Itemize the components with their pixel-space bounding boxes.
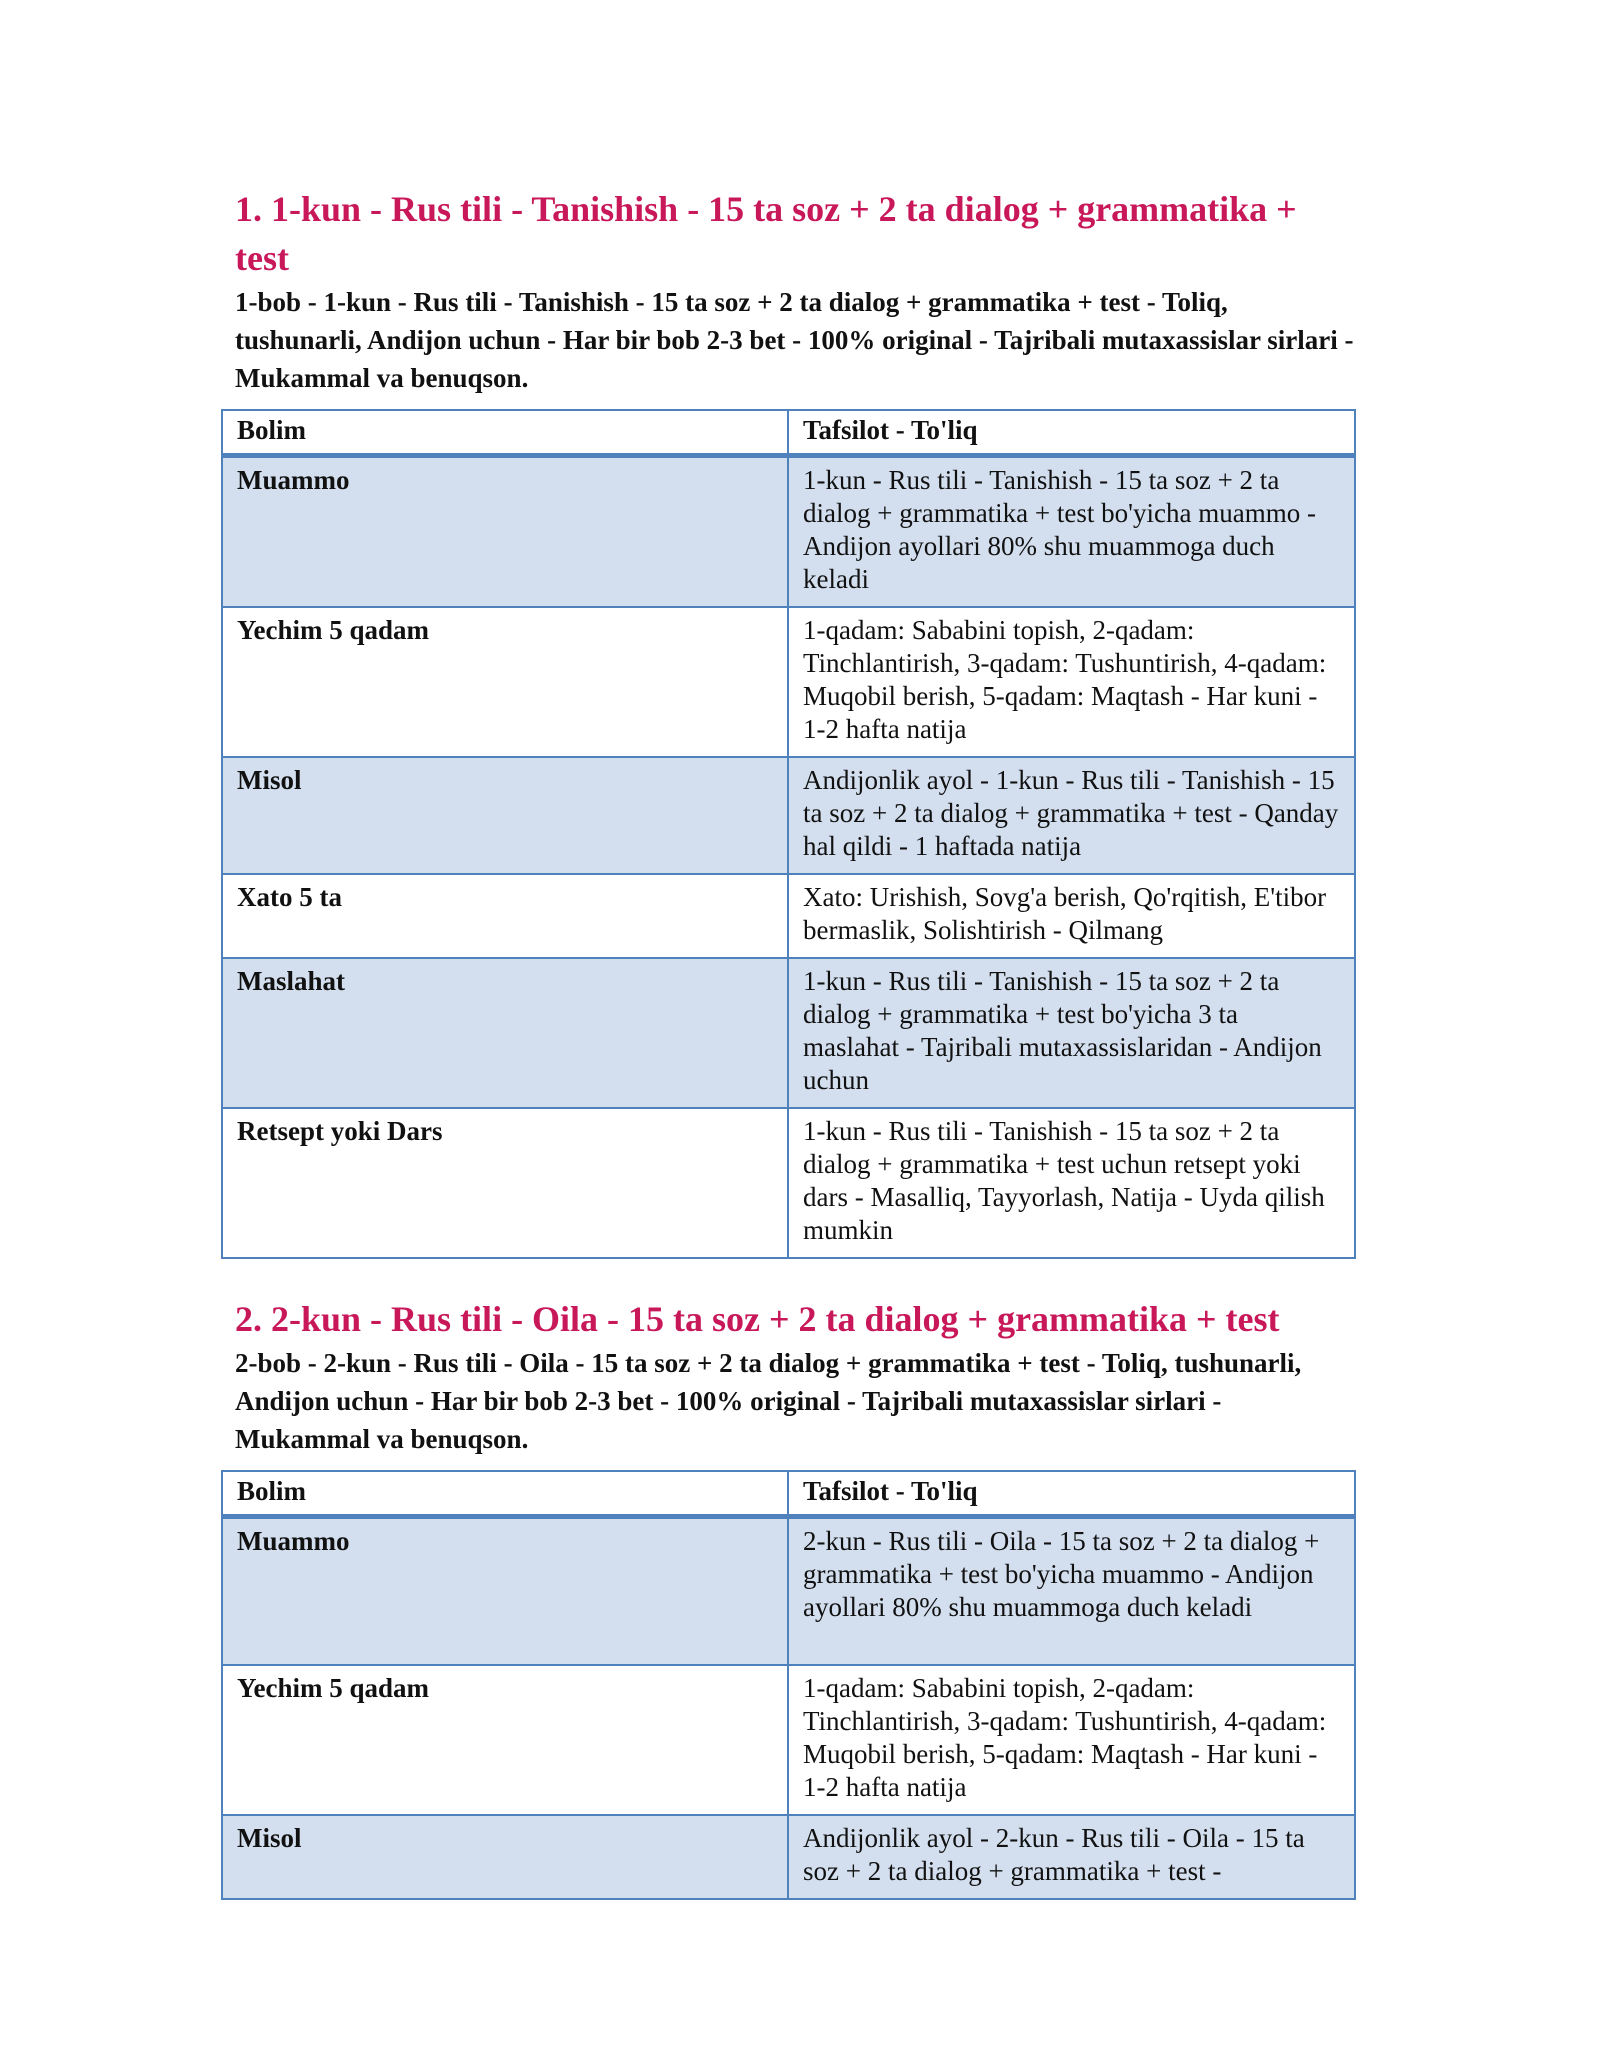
section-2 (221, 1295, 1354, 1900)
table-row (222, 757, 1355, 874)
row-value: 1-qadam: Sababini topish, 2-qadam: Tinchlantirish, 3-qadam: Tushuntirish, 4-qadam: Muqobil berish, 5-qadam: Maqtash - Har kuni - 1-2 hafta natija (788, 1665, 1355, 1815)
table-row (222, 1665, 1355, 1815)
row-key: Misol (222, 757, 788, 874)
row-value: Andijonlik ayol - 1-kun - Rus tili - Tanishish - 15 ta soz + 2 ta dialog + grammatika + test - Qanday hal qildi - 1 haftada natija (788, 757, 1355, 874)
table-row (222, 1108, 1355, 1258)
row-value: 1-kun - Rus tili - Tanishish - 15 ta soz + 2 ta dialog + grammatika + test uchun retsept yoki dars - Masalliq, Tayyorlash, Natija - Uyda qilish mumkin (788, 1108, 1355, 1258)
row-key: Yechim 5 qadam (222, 607, 788, 757)
table-row (222, 958, 1355, 1108)
row-value: Andijonlik ayol - 2-kun - Rus tili - Oila - 15 ta soz + 2 ta dialog + grammatika + test - (788, 1815, 1355, 1899)
row-value: 1-kun - Rus tili - Tanishish - 15 ta soz + 2 ta dialog + grammatika + test bo'yicha muammo - Andijon ayollari 80% shu muammoga duch keladi (788, 456, 1355, 608)
row-key: Muammo (222, 1517, 788, 1666)
section-title: 1. 1-kun - Rus tili - Tanishish - 15 ta soz + 2 ta dialog + grammatika + test (235, 189, 1297, 278)
table-row (222, 1815, 1355, 1899)
table-row (222, 607, 1355, 757)
row-key: Xato 5 ta (222, 874, 788, 958)
row-key: Maslahat (222, 958, 788, 1108)
column-header-bolim: Bolim (222, 410, 788, 456)
table-row (222, 456, 1355, 608)
section-1 (221, 185, 1354, 1259)
info-table (221, 1470, 1356, 1900)
column-header-tafsilot: Tafsilot - To'liq (788, 410, 1355, 456)
table-header-row (222, 410, 1355, 456)
row-key: Muammo (222, 456, 788, 608)
column-header-tafsilot: Tafsilot - To'liq (788, 1471, 1355, 1517)
section-description: 1-bob - 1-kun - Rus tili - Tanishish - 15 ta soz + 2 ta dialog + grammatika + test - Toliq, tushunarli, Andijon uchun - Har bir bob 2-3 bet - 100% original - Tajribali mutaxassislar sirlari - Mukammal va benuqson. (235, 287, 1354, 393)
row-value: Xato: Urishish, Sovg'a berish, Qo'rqitish, E'tibor bermaslik, Solishtirish - Qilmang (788, 874, 1355, 958)
table-header-row (222, 1471, 1355, 1517)
table-row (222, 874, 1355, 958)
row-key: Misol (222, 1815, 788, 1899)
section-description: 2-bob - 2-kun - Rus tili - Oila - 15 ta soz + 2 ta dialog + grammatika + test - Toliq, tushunarli, Andijon uchun - Har bir bob 2-3 bet - 100% original - Tajribali mutaxassislar sirlari - Mukammal va benuqson. (235, 1348, 1302, 1454)
row-key: Retsept yoki Dars (222, 1108, 788, 1258)
row-value: 1-qadam: Sababini topish, 2-qadam: Tinchlantirish, 3-qadam: Tushuntirish, 4-qadam: Muqobil berish, 5-qadam: Maqtash - Har kuni - 1-2 hafta natija (788, 607, 1355, 757)
row-value: 2-kun - Rus tili - Oila - 15 ta soz + 2 ta dialog + grammatika + test bo'yicha muammo - Andijon ayollari 80% shu muammoga duch keladi (788, 1517, 1355, 1666)
column-header-bolim: Bolim (222, 1471, 788, 1517)
info-table (221, 409, 1356, 1259)
section-title: 2. 2-kun - Rus tili - Oila - 15 ta soz + 2 ta dialog + grammatika + test (235, 1299, 1280, 1339)
row-key: Yechim 5 qadam (222, 1665, 788, 1815)
row-value: 1-kun - Rus tili - Tanishish - 15 ta soz + 2 ta dialog + grammatika + test bo'yicha 3 ta maslahat - Tajribali mutaxassislaridan - Andijon uchun (788, 958, 1355, 1108)
table-row (222, 1517, 1355, 1666)
